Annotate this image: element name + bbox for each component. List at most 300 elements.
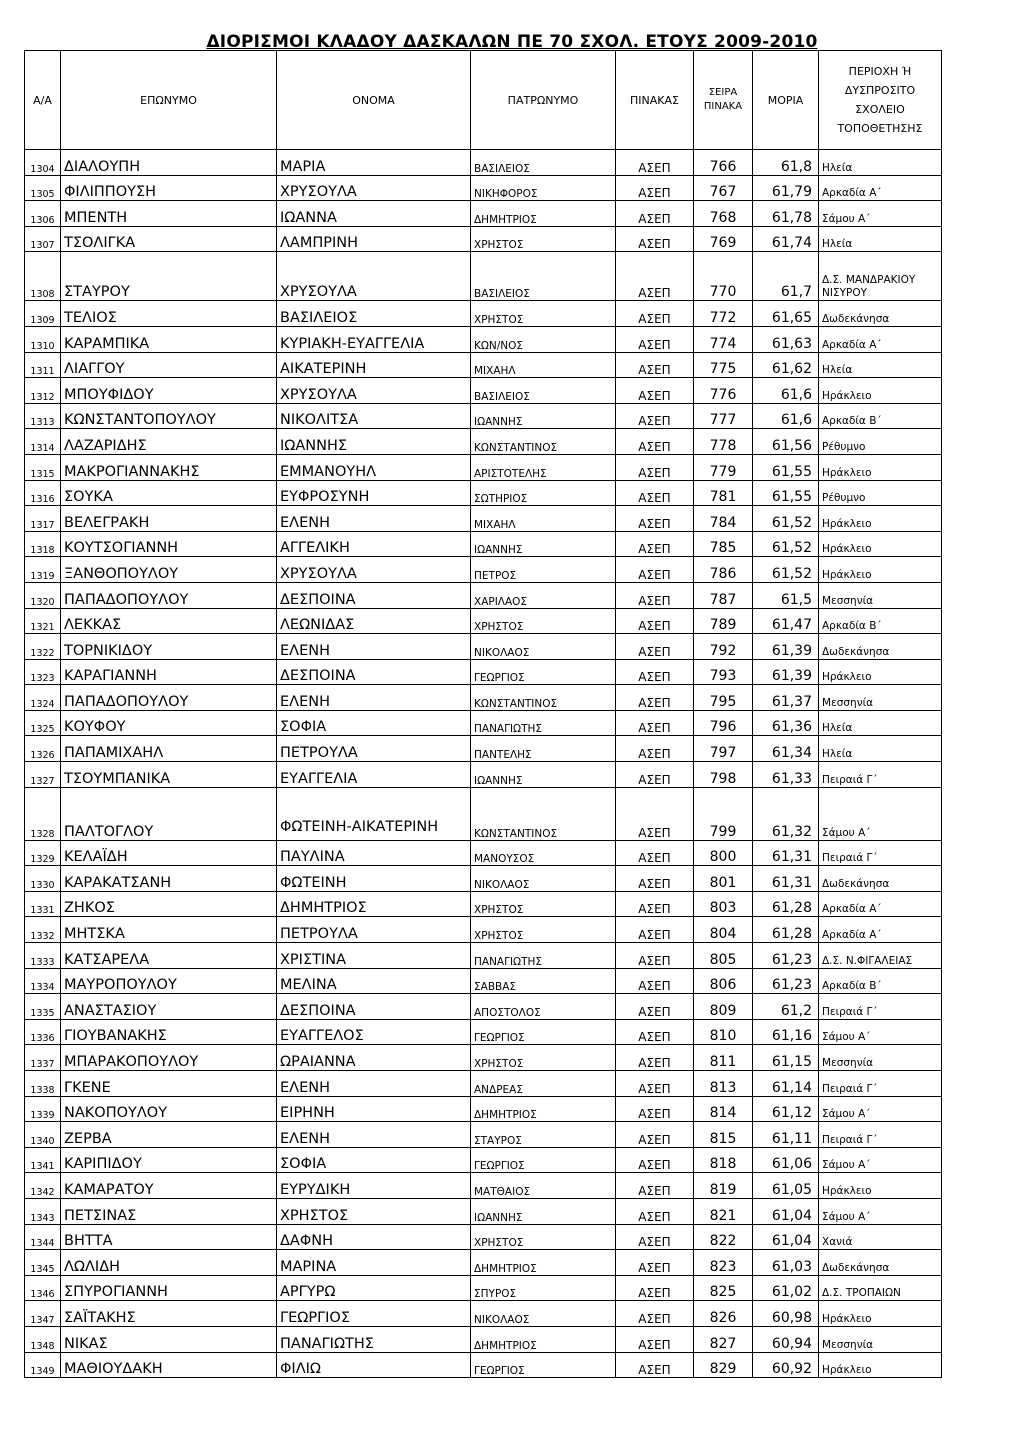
- row-number: 1304: [25, 150, 61, 176]
- surname-cell: ΚΑΡΑΚΑΤΣΑΝΗ: [61, 866, 277, 892]
- row-number: 1306: [25, 201, 61, 227]
- name-cell: ΩΡΑΙΑΝΝΑ: [277, 1045, 471, 1071]
- table-cell: ΑΣΕΠ: [616, 891, 694, 917]
- row-number: 1317: [25, 506, 61, 532]
- table-row: [25, 582, 942, 608]
- series-cell: 784: [694, 506, 753, 532]
- table-row: [25, 608, 942, 634]
- area-cell: Χανιά: [819, 1224, 942, 1250]
- points-cell: 61,31: [753, 840, 819, 866]
- name-cell: ΒΑΣΙΛΕΙΟΣ: [277, 301, 471, 327]
- surname-cell: ΛΙΑΓΓΟΥ: [61, 352, 277, 378]
- points-cell: 61,6: [753, 403, 819, 429]
- table-row: [25, 429, 942, 455]
- row-number: 1326: [25, 736, 61, 762]
- father-name-cell: ΓΕΩΡΓΙΟΣ: [471, 659, 616, 685]
- name-cell: ΜΕΛΙΝΑ: [277, 968, 471, 994]
- points-cell: 61,32: [753, 787, 819, 840]
- row-number: 1339: [25, 1096, 61, 1122]
- series-cell: 800: [694, 840, 753, 866]
- area-cell: Δ.Σ. ΜΑΝΔΡΑΚΙΟΥ ΝΙΣΥΡΟΥ: [819, 252, 942, 301]
- father-name-cell: ΜΙΧΑΗΛ: [471, 506, 616, 532]
- father-name-cell: ΠΑΝΤΕΛΗΣ: [471, 736, 616, 762]
- series-cell: 814: [694, 1096, 753, 1122]
- surname-cell: ΠΑΠΑΔΟΠΟΥΛΟΥ: [61, 582, 277, 608]
- series-cell: 775: [694, 352, 753, 378]
- table-row: [25, 710, 942, 736]
- area-cell: Σάμου Α΄: [819, 787, 942, 840]
- row-number: 1310: [25, 326, 61, 352]
- row-number: 1346: [25, 1275, 61, 1301]
- surname-cell: ΚΑΤΣΑΡΕΛΑ: [61, 943, 277, 969]
- row-number: 1347: [25, 1301, 61, 1327]
- father-name-cell: ΒΑΣΙΛΕΙΟΣ: [471, 252, 616, 301]
- series-cell: 818: [694, 1147, 753, 1173]
- surname-cell: ΖΗΚΟΣ: [61, 891, 277, 917]
- series-cell: 787: [694, 582, 753, 608]
- series-cell: 827: [694, 1326, 753, 1352]
- points-cell: 61,28: [753, 891, 819, 917]
- points-cell: 61,63: [753, 326, 819, 352]
- table-cell: ΑΣΕΠ: [616, 659, 694, 685]
- table-row: [25, 634, 942, 660]
- row-number: 1324: [25, 685, 61, 711]
- father-name-cell: ΠΕΤΡΟΣ: [471, 557, 616, 583]
- area-cell: Δωδεκάνησα: [819, 866, 942, 892]
- row-number: 1318: [25, 531, 61, 557]
- area-cell: Δ.Σ. ΤΡΟΠΑΙΩΝ: [819, 1275, 942, 1301]
- row-number: 1337: [25, 1045, 61, 1071]
- points-cell: 61,52: [753, 557, 819, 583]
- series-cell: 819: [694, 1173, 753, 1199]
- table-cell: ΑΣΕΠ: [616, 252, 694, 301]
- father-name-cell: ΝΙΚΗΦΟΡΟΣ: [471, 175, 616, 201]
- area-cell: Μεσσηνία: [819, 1326, 942, 1352]
- table-cell: ΑΣΕΠ: [616, 917, 694, 943]
- points-cell: 61,33: [753, 762, 819, 788]
- table-row: [25, 1096, 942, 1122]
- series-cell: 793: [694, 659, 753, 685]
- table-row: [25, 201, 942, 227]
- points-cell: 61,6: [753, 378, 819, 404]
- surname-cell: ΜΠΑΡΑΚΟΠΟΥΛΟΥ: [61, 1045, 277, 1071]
- row-number: 1348: [25, 1326, 61, 1352]
- table-row: [25, 480, 942, 506]
- surname-cell: ΚΟΥΦΟΥ: [61, 710, 277, 736]
- name-cell: ΠΑΝΑΓΙΩΤΗΣ: [277, 1326, 471, 1352]
- table-cell: ΑΣΕΠ: [616, 150, 694, 176]
- surname-cell: ΜΑΚΡΟΓΙΑΝΝΑΚΗΣ: [61, 454, 277, 480]
- series-cell: 806: [694, 968, 753, 994]
- row-number: 1333: [25, 943, 61, 969]
- table-cell: ΑΣΕΠ: [616, 1045, 694, 1071]
- table-row: [25, 659, 942, 685]
- surname-cell: ΝΙΚΑΣ: [61, 1326, 277, 1352]
- table-cell: ΑΣΕΠ: [616, 1122, 694, 1148]
- name-cell: ΕΜΜΑΝΟΥΗΛ: [277, 454, 471, 480]
- table-row: [25, 762, 942, 788]
- header-series: ΣΕΙΡΑ ΠΙΝΑΚΑ: [694, 51, 753, 150]
- father-name-cell: ΔΗΜΗΤΡΙΟΣ: [471, 1326, 616, 1352]
- area-cell: Μεσσηνία: [819, 1045, 942, 1071]
- surname-cell: ΚΑΜΑΡΑΤΟΥ: [61, 1173, 277, 1199]
- surname-cell: ΤΣΟΥΜΠΑΝΙΚΑ: [61, 762, 277, 788]
- series-cell: 770: [694, 252, 753, 301]
- table-header-row: [25, 51, 942, 150]
- area-cell: Ηράκλειο: [819, 1301, 942, 1327]
- table-row: [25, 301, 942, 327]
- area-cell: Σάμου Α΄: [819, 1096, 942, 1122]
- table-cell: ΑΣΕΠ: [616, 531, 694, 557]
- series-cell: 772: [694, 301, 753, 327]
- series-cell: 776: [694, 378, 753, 404]
- name-cell: ΚΥΡΙΑΚΗ-ΕΥΑΓΓΕΛΙΑ: [277, 326, 471, 352]
- points-cell: 61,37: [753, 685, 819, 711]
- table-cell: ΑΣΕΠ: [616, 1326, 694, 1352]
- header-name: ΟΝΟΜΑ: [277, 51, 471, 150]
- table-cell: ΑΣΕΠ: [616, 175, 694, 201]
- table-cell: ΑΣΕΠ: [616, 480, 694, 506]
- table-row: [25, 403, 942, 429]
- row-number: 1336: [25, 1019, 61, 1045]
- table-row: [25, 1019, 942, 1045]
- series-cell: 786: [694, 557, 753, 583]
- row-number: 1319: [25, 557, 61, 583]
- table-row: [25, 378, 942, 404]
- points-cell: 61,02: [753, 1275, 819, 1301]
- table-cell: ΑΣΕΠ: [616, 787, 694, 840]
- area-cell: Μεσσηνία: [819, 685, 942, 711]
- father-name-cell: ΠΑΝΑΓΙΩΤΗΣ: [471, 943, 616, 969]
- table-cell: ΑΣΕΠ: [616, 582, 694, 608]
- row-number: 1315: [25, 454, 61, 480]
- series-cell: 803: [694, 891, 753, 917]
- surname-cell: ΜΠΕΝΤΗ: [61, 201, 277, 227]
- surname-cell: ΜΗΤΣΚΑ: [61, 917, 277, 943]
- table-cell: ΑΣΕΠ: [616, 1071, 694, 1097]
- series-cell: 767: [694, 175, 753, 201]
- row-number: 1305: [25, 175, 61, 201]
- series-cell: 789: [694, 608, 753, 634]
- name-cell: ΔΕΣΠΟΙΝΑ: [277, 659, 471, 685]
- area-cell: Πειραιά Γ΄: [819, 1071, 942, 1097]
- table-row: [25, 1122, 942, 1148]
- points-cell: 61,14: [753, 1071, 819, 1097]
- name-cell: ΙΩΑΝΝΑ: [277, 201, 471, 227]
- surname-cell: ΝΑΚΟΠΟΥΛΟΥ: [61, 1096, 277, 1122]
- area-cell: Δ.Σ. Ν.ΦΙΓΑΛΕΙΑΣ: [819, 943, 942, 969]
- father-name-cell: ΜΑΤΘΑΙΟΣ: [471, 1173, 616, 1199]
- surname-cell: ΠΕΤΣΙΝΑΣ: [61, 1198, 277, 1224]
- series-cell: 805: [694, 943, 753, 969]
- series-cell: 829: [694, 1352, 753, 1378]
- name-cell: ΦΩΤΕΙΝΗ-ΑΙΚΑΤΕΡΙΝΗ: [277, 787, 471, 840]
- table-cell: ΑΣΕΠ: [616, 762, 694, 788]
- table-cell: ΑΣΕΠ: [616, 943, 694, 969]
- table-row: [25, 1326, 942, 1352]
- name-cell: ΕΥΑΓΓΕΛΟΣ: [277, 1019, 471, 1045]
- points-cell: 61,74: [753, 226, 819, 252]
- table-cell: ΑΣΕΠ: [616, 1198, 694, 1224]
- name-cell: ΙΩΑΝΝΗΣ: [277, 429, 471, 455]
- father-name-cell: ΒΑΣΙΛΕΙΟΣ: [471, 150, 616, 176]
- series-cell: 804: [694, 917, 753, 943]
- series-cell: 768: [694, 201, 753, 227]
- area-cell: Ηλεία: [819, 226, 942, 252]
- father-name-cell: ΧΡΗΣΤΟΣ: [471, 608, 616, 634]
- surname-cell: ΒΗΤΤΑ: [61, 1224, 277, 1250]
- series-cell: 785: [694, 531, 753, 557]
- area-cell: Ηράκλειο: [819, 1352, 942, 1378]
- name-cell: ΛΕΩΝΙΔΑΣ: [277, 608, 471, 634]
- points-cell: 60,98: [753, 1301, 819, 1327]
- surname-cell: ΠΑΛΤΟΓΛΟΥ: [61, 787, 277, 840]
- points-cell: 61,55: [753, 480, 819, 506]
- father-name-cell: ΙΩΑΝΝΗΣ: [471, 1198, 616, 1224]
- header-father: ΠΑΤΡΩΝΥΜΟ: [471, 51, 616, 150]
- name-cell: ΕΛΕΝΗ: [277, 634, 471, 660]
- area-cell: Δωδεκάνησα: [819, 634, 942, 660]
- father-name-cell: ΧΡΗΣΤΟΣ: [471, 1224, 616, 1250]
- row-number: 1314: [25, 429, 61, 455]
- area-cell: Δωδεκάνησα: [819, 301, 942, 327]
- surname-cell: ΛΑΖΑΡΙΔΗΣ: [61, 429, 277, 455]
- row-number: 1342: [25, 1173, 61, 1199]
- area-cell: Ηράκλειο: [819, 378, 942, 404]
- name-cell: ΧΡΥΣΟΥΛΑ: [277, 557, 471, 583]
- area-cell: Αρκαδία Β΄: [819, 608, 942, 634]
- row-number: 1349: [25, 1352, 61, 1378]
- points-cell: 61,12: [753, 1096, 819, 1122]
- series-cell: 801: [694, 866, 753, 892]
- father-name-cell: ΑΝΔΡΕΑΣ: [471, 1071, 616, 1097]
- table-cell: ΑΣΕΠ: [616, 226, 694, 252]
- series-cell: 823: [694, 1250, 753, 1276]
- table-row: [25, 352, 942, 378]
- table-row: [25, 1147, 942, 1173]
- surname-cell: ΦΙΛΙΠΠΟΥΣΗ: [61, 175, 277, 201]
- points-cell: 61,23: [753, 943, 819, 969]
- father-name-cell: ΑΠΟΣΤΟΛΟΣ: [471, 994, 616, 1020]
- points-cell: 61,15: [753, 1045, 819, 1071]
- surname-cell: ΑΝΑΣΤΑΣΙΟΥ: [61, 994, 277, 1020]
- name-cell: ΧΡΗΣΤΟΣ: [277, 1198, 471, 1224]
- series-cell: 795: [694, 685, 753, 711]
- father-name-cell: ΙΩΑΝΝΗΣ: [471, 531, 616, 557]
- name-cell: ΦΩΤΕΙΝΗ: [277, 866, 471, 892]
- table-row: [25, 252, 942, 301]
- table-cell: ΑΣΕΠ: [616, 557, 694, 583]
- points-cell: 61,03: [753, 1250, 819, 1276]
- area-cell: Αρκαδία Β΄: [819, 968, 942, 994]
- row-number: 1331: [25, 891, 61, 917]
- surname-cell: ΤΣΟΛΙΓΚΑ: [61, 226, 277, 252]
- table-row: [25, 1173, 942, 1199]
- table-row: [25, 968, 942, 994]
- row-number: 1308: [25, 252, 61, 301]
- surname-cell: ΣΠΥΡΟΓΙΑΝΝΗ: [61, 1275, 277, 1301]
- table-cell: ΑΣΕΠ: [616, 1224, 694, 1250]
- father-name-cell: ΧΡΗΣΤΟΣ: [471, 301, 616, 327]
- table-cell: ΑΣΕΠ: [616, 634, 694, 660]
- header-table: ΠΙΝΑΚΑΣ: [616, 51, 694, 150]
- area-cell: Ηράκλειο: [819, 506, 942, 532]
- table-cell: ΑΣΕΠ: [616, 866, 694, 892]
- points-cell: 61,52: [753, 531, 819, 557]
- table-cell: ΑΣΕΠ: [616, 454, 694, 480]
- surname-cell: ΚΑΡΙΠΙΔΟΥ: [61, 1147, 277, 1173]
- name-cell: ΠΑΥΛΙΝΑ: [277, 840, 471, 866]
- series-cell: 769: [694, 226, 753, 252]
- surname-cell: ΜΑΥΡΟΠΟΥΛΟΥ: [61, 968, 277, 994]
- table-row: [25, 454, 942, 480]
- table-row: [25, 1071, 942, 1097]
- surname-cell: ΜΑΘΙΟΥΔΑΚΗ: [61, 1352, 277, 1378]
- table-row: [25, 685, 942, 711]
- series-cell: 822: [694, 1224, 753, 1250]
- area-cell: Πειραιά Γ΄: [819, 1122, 942, 1148]
- area-cell: Ρέθυμνο: [819, 429, 942, 455]
- row-number: 1330: [25, 866, 61, 892]
- surname-cell: ΔΙΑΛΟΥΠΗ: [61, 150, 277, 176]
- points-cell: 61,31: [753, 866, 819, 892]
- series-cell: 825: [694, 1275, 753, 1301]
- name-cell: ΕΛΕΝΗ: [277, 685, 471, 711]
- table-row: [25, 891, 942, 917]
- area-cell: Αρκαδία Α΄: [819, 891, 942, 917]
- row-number: 1311: [25, 352, 61, 378]
- points-cell: 61,8: [753, 150, 819, 176]
- row-number: 1327: [25, 762, 61, 788]
- table-cell: ΑΣΕΠ: [616, 201, 694, 227]
- table-cell: ΑΣΕΠ: [616, 506, 694, 532]
- surname-cell: ΣΑΪΤΑΚΗΣ: [61, 1301, 277, 1327]
- name-cell: ΧΡΥΣΟΥΛΑ: [277, 252, 471, 301]
- table-cell: ΑΣΕΠ: [616, 608, 694, 634]
- father-name-cell: ΓΕΩΡΓΙΟΣ: [471, 1147, 616, 1173]
- table-row: [25, 175, 942, 201]
- father-name-cell: ΑΡΙΣΤΟΤΕΛΗΣ: [471, 454, 616, 480]
- series-cell: 815: [694, 1122, 753, 1148]
- surname-cell: ΖΕΡΒΑ: [61, 1122, 277, 1148]
- name-cell: ΕΛΕΝΗ: [277, 506, 471, 532]
- table-row: [25, 1045, 942, 1071]
- father-name-cell: ΧΡΗΣΤΟΣ: [471, 1045, 616, 1071]
- father-name-cell: ΓΕΩΡΓΙΟΣ: [471, 1019, 616, 1045]
- father-name-cell: ΔΗΜΗΤΡΙΟΣ: [471, 1096, 616, 1122]
- name-cell: ΜΑΡΙΝΑ: [277, 1250, 471, 1276]
- father-name-cell: ΚΩΝΣΤΑΝΤΙΝΟΣ: [471, 787, 616, 840]
- points-cell: 61,7: [753, 252, 819, 301]
- points-cell: 61,5: [753, 582, 819, 608]
- row-number: 1334: [25, 968, 61, 994]
- area-cell: Μεσσηνία: [819, 582, 942, 608]
- father-name-cell: ΚΩΝΣΤΑΝΤΙΝΟΣ: [471, 429, 616, 455]
- surname-cell: ΚΕΛΑΪΔΗ: [61, 840, 277, 866]
- surname-cell: ΒΕΛΕΓΡΑΚΗ: [61, 506, 277, 532]
- table-cell: ΑΣΕΠ: [616, 1147, 694, 1173]
- area-cell: Ηράκλειο: [819, 531, 942, 557]
- name-cell: ΕΛΕΝΗ: [277, 1071, 471, 1097]
- father-name-cell: ΣΑΒΒΑΣ: [471, 968, 616, 994]
- series-cell: 798: [694, 762, 753, 788]
- name-cell: ΕΥΦΡΟΣΥΝΗ: [277, 480, 471, 506]
- surname-cell: ΣΟΥΚΑ: [61, 480, 277, 506]
- father-name-cell: ΣΤΑΥΡΟΣ: [471, 1122, 616, 1148]
- table-cell: ΑΣΕΠ: [616, 968, 694, 994]
- name-cell: ΣΟΦΙΑ: [277, 1147, 471, 1173]
- table-row: [25, 1301, 942, 1327]
- father-name-cell: ΙΩΑΝΝΗΣ: [471, 762, 616, 788]
- row-number: 1313: [25, 403, 61, 429]
- row-number: 1345: [25, 1250, 61, 1276]
- surname-cell: ΚΟΥΤΣΟΓΙΑΝΝΗ: [61, 531, 277, 557]
- header-surname: ΕΠΩΝΥΜΟ: [61, 51, 277, 150]
- table-row: [25, 866, 942, 892]
- table-cell: ΑΣΕΠ: [616, 429, 694, 455]
- appointments-table: [24, 50, 942, 1378]
- points-cell: 61,56: [753, 429, 819, 455]
- table-cell: ΑΣΕΠ: [616, 685, 694, 711]
- row-number: 1343: [25, 1198, 61, 1224]
- table-row: [25, 787, 942, 840]
- name-cell: ΧΡΥΣΟΥΛΑ: [277, 378, 471, 404]
- table-row: [25, 1275, 942, 1301]
- table-row: [25, 1224, 942, 1250]
- father-name-cell: ΠΑΝΑΓΙΩΤΗΣ: [471, 710, 616, 736]
- row-number: 1325: [25, 710, 61, 736]
- table-cell: ΑΣΕΠ: [616, 1352, 694, 1378]
- name-cell: ΧΡΙΣΤΙΝΑ: [277, 943, 471, 969]
- name-cell: ΛΑΜΠΡΙΝΗ: [277, 226, 471, 252]
- table-cell: ΑΣΕΠ: [616, 1019, 694, 1045]
- name-cell: ΧΡΥΣΟΥΛΑ: [277, 175, 471, 201]
- name-cell: ΝΙΚΟΛΙΤΣΑ: [277, 403, 471, 429]
- points-cell: 61,05: [753, 1173, 819, 1199]
- area-cell: Ηράκλειο: [819, 557, 942, 583]
- name-cell: ΦΙΛΙΩ: [277, 1352, 471, 1378]
- table-row: [25, 326, 942, 352]
- father-name-cell: ΜΑΝΟΥΣΟΣ: [471, 840, 616, 866]
- surname-cell: ΓΚΕΝΕ: [61, 1071, 277, 1097]
- name-cell: ΕΙΡΗΝΗ: [277, 1096, 471, 1122]
- points-cell: 61,47: [753, 608, 819, 634]
- points-cell: 61,04: [753, 1198, 819, 1224]
- area-cell: Αρκαδία Α΄: [819, 917, 942, 943]
- row-number: 1341: [25, 1147, 61, 1173]
- document-title: ΔΙΟΡΙΣΜΟΙ ΚΛΑΔΟΥ ΔΑΣΚΑΛΩΝ ΠΕ 70 ΣΧΟΛ. ΕΤΟΥΣ 2009-2010: [206, 32, 818, 52]
- name-cell: ΔΕΣΠΟΙΝΑ: [277, 994, 471, 1020]
- father-name-cell: ΔΗΜΗΤΡΙΟΣ: [471, 1250, 616, 1276]
- series-cell: 826: [694, 1301, 753, 1327]
- surname-cell: ΚΑΡΑΜΠΙΚΑ: [61, 326, 277, 352]
- area-cell: Ηράκλειο: [819, 454, 942, 480]
- area-cell: Αρκαδία Β΄: [819, 403, 942, 429]
- points-cell: 61,16: [753, 1019, 819, 1045]
- area-cell: Σάμου Α΄: [819, 201, 942, 227]
- table-cell: ΑΣΕΠ: [616, 326, 694, 352]
- surname-cell: ΠΑΠΑΔΟΠΟΥΛΟΥ: [61, 685, 277, 711]
- table-cell: ΑΣΕΠ: [616, 736, 694, 762]
- surname-cell: ΠΑΠΑΜΙΧΑΗΛ: [61, 736, 277, 762]
- father-name-cell: ΧΡΗΣΤΟΣ: [471, 226, 616, 252]
- table-cell: ΑΣΕΠ: [616, 378, 694, 404]
- surname-cell: ΚΩΝΣΤΑΝΤΟΠΟΥΛΟΥ: [61, 403, 277, 429]
- series-cell: 781: [694, 480, 753, 506]
- surname-cell: ΞΑΝΘΟΠΟΥΛΟΥ: [61, 557, 277, 583]
- area-cell: Ηλεία: [819, 352, 942, 378]
- name-cell: ΑΙΚΑΤΕΡΙΝΗ: [277, 352, 471, 378]
